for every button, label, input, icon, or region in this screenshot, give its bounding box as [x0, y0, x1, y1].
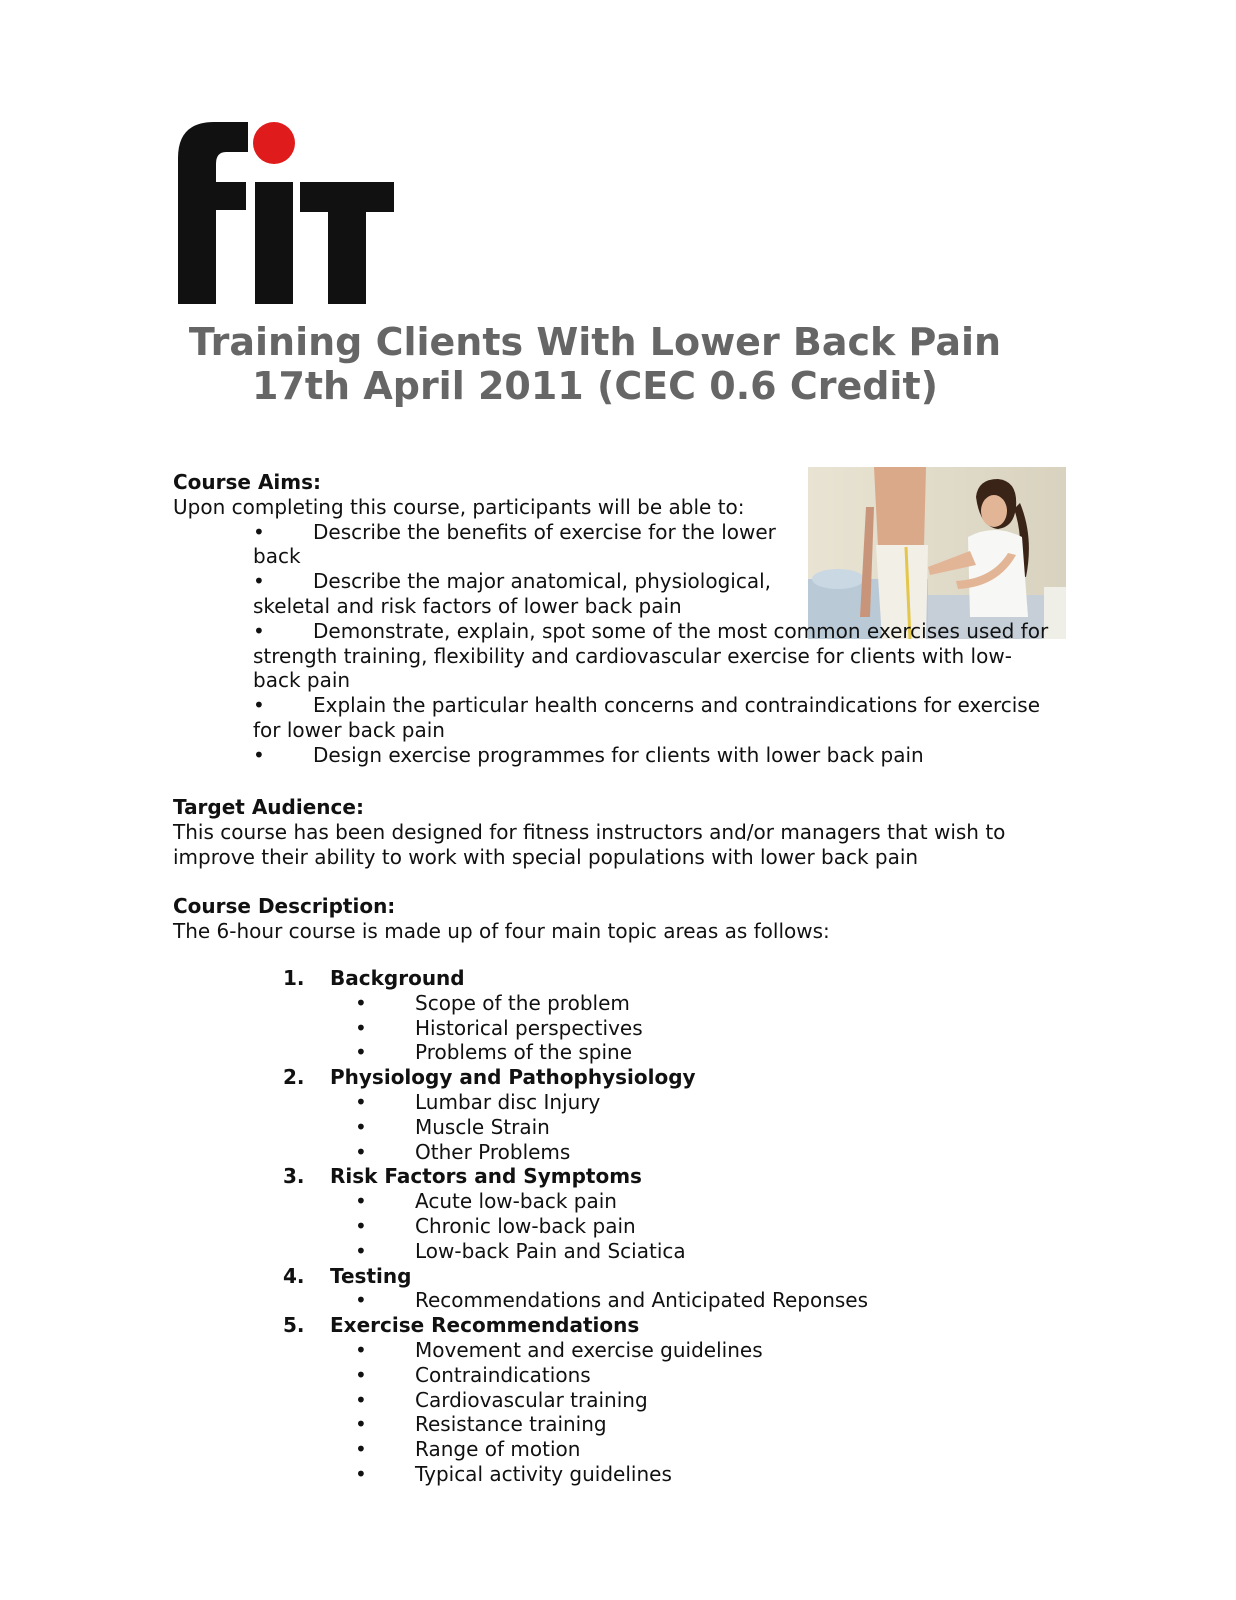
list-item: • Low-back Pain and Sciatica [355, 1238, 686, 1263]
list-item: • Recommendations and Anticipated Reponses [355, 1288, 869, 1313]
bullet-icon: • [253, 519, 265, 544]
page-title [0, 320, 1190, 408]
bullet-icon: • [253, 693, 265, 718]
target-audience-heading: Target Audience: [173, 795, 364, 819]
bullet-icon: • [355, 1362, 367, 1387]
bullet-icon: • [355, 1387, 367, 1412]
bullet-icon: • [355, 1288, 367, 1313]
topics-list [283, 966, 1003, 1487]
course-description-heading: Course Description: [173, 894, 396, 918]
topic-heading: 1. Background [283, 966, 465, 990]
list-item: • Design exercise programmes for clients with lower back pain [253, 742, 924, 767]
title-line-2: 17th April 2011 (CEC 0.6 Credit) [252, 364, 938, 408]
list-item: • Muscle Strain [355, 1114, 550, 1139]
topic-heading: 5. Exercise Recommendations [283, 1313, 640, 1338]
bullet-icon: • [253, 742, 265, 767]
list-item: • Describe the major anatomical, physiological, skeletal and risk factors of lower back pain [253, 569, 772, 618]
bullet-icon: • [355, 1461, 367, 1486]
course-aims-list [253, 520, 1073, 768]
list-item: • Describe the benefits of exercise for the lower back [253, 519, 776, 569]
list-item: • Explain the particular health concerns and contraindications for exercise for lower back pain [253, 693, 1041, 742]
title-line-1: Training Clients With Lower Back Pain [188, 320, 1002, 364]
list-item: • Lumbar disc Injury [355, 1089, 601, 1114]
bullet-icon: • [355, 1437, 367, 1462]
bullet-icon: • [355, 1015, 367, 1040]
list-item: • Contraindications [355, 1362, 591, 1387]
fit-logo [176, 118, 396, 304]
list-item: • Cardiovascular training [355, 1387, 648, 1412]
bullet-icon: • [355, 1114, 367, 1139]
topic-heading: 3. Risk Factors and Symptoms [283, 1164, 642, 1189]
course-description-intro: The 6-hour course is made up of four main topic areas as follows: [173, 918, 830, 943]
topic-heading: 2. Physiology and Pathophysiology [283, 1065, 696, 1090]
list-item: • Chronic low-back pain [355, 1213, 636, 1238]
list-item: • Other Problems [355, 1139, 571, 1164]
bullet-icon: • [355, 1412, 367, 1437]
bullet-icon: • [355, 1213, 367, 1238]
course-aims-section [173, 470, 1073, 768]
target-audience-text: This course has been designed for fitness instructors and/or managers that wish to improve their ability to work with special populations with lower back pain [173, 819, 1006, 869]
list-item: • Resistance training [355, 1412, 607, 1437]
bullet-icon: • [355, 1040, 367, 1065]
list-item: • Demonstrate, explain, spot some of the most common exercises used for strength training, flexibility and cardiovascular exercise for clients with low-back pain [253, 618, 1049, 693]
bullet-icon: • [355, 990, 367, 1015]
list-item: • Movement and exercise guidelines [355, 1337, 763, 1362]
bullet-icon: • [253, 569, 265, 594]
bullet-icon: • [355, 1089, 367, 1114]
bullet-icon: • [355, 1337, 367, 1362]
course-description-section [173, 894, 1073, 944]
list-item: • Scope of the problem [355, 990, 630, 1015]
bullet-icon: • [253, 618, 265, 643]
course-aims-heading: Course Aims: [173, 470, 322, 494]
bullet-icon: • [355, 1238, 367, 1263]
list-item: • Typical activity guidelines [355, 1461, 672, 1486]
topic-heading: 4. Testing [283, 1263, 412, 1288]
target-audience-section [173, 795, 1073, 869]
course-aims-intro: Upon completing this course, participants will be able to: [173, 494, 745, 519]
list-item: • Acute low-back pain [355, 1189, 617, 1214]
bullet-icon: • [355, 1189, 367, 1214]
list-item: • Problems of the spine [355, 1040, 633, 1065]
list-item: • Historical perspectives [355, 1015, 643, 1040]
list-item: • Range of motion [355, 1437, 581, 1462]
bullet-icon: • [355, 1139, 367, 1164]
